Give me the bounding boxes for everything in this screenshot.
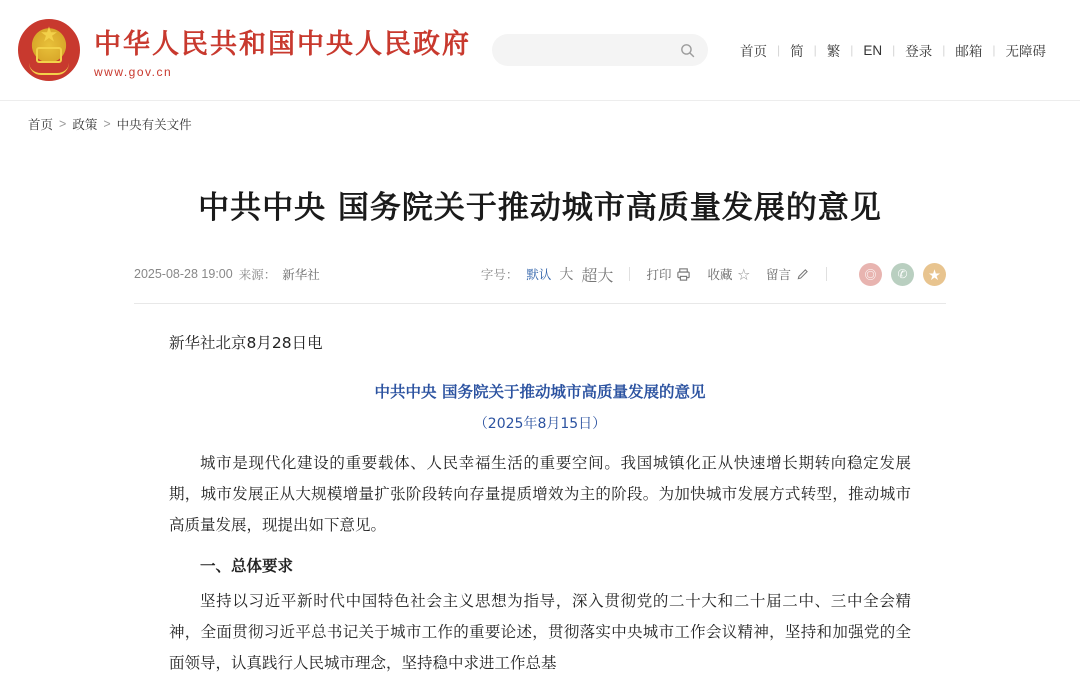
fontsize-option-extra-large[interactable]: 超大: [581, 267, 614, 285]
meta-left: [134, 265, 320, 283]
breadcrumb-separator: >: [103, 116, 111, 131]
divider: [629, 267, 630, 281]
site-title: 中华人民共和国中央人民政府: [94, 28, 471, 60]
favorite-button[interactable]: [707, 265, 750, 283]
page-title: 中共中央 国务院关于推动城市高质量发展的意见: [198, 190, 882, 226]
document-inner-date: （2025年8月15日）: [473, 415, 607, 432]
star-outline-icon: ☆: [737, 268, 750, 283]
print-button[interactable]: [646, 265, 691, 283]
fontsize-option-large[interactable]: 大: [559, 266, 574, 283]
nav-separator: |: [992, 43, 996, 57]
source-name: 新华社: [282, 268, 320, 283]
nav-item-mail[interactable]: 邮箱: [955, 44, 983, 59]
fontsize-control: [481, 263, 614, 286]
header-right: [492, 34, 1056, 66]
article-metabar: [134, 260, 946, 304]
section-heading: 一、总体要求: [200, 556, 294, 575]
divider: [826, 267, 827, 281]
nav-separator: |: [776, 43, 781, 57]
comment-label: 留言: [765, 268, 791, 283]
search-input[interactable]: [504, 42, 679, 59]
nav-item-english[interactable]: EN: [863, 42, 883, 58]
nav-separator: |: [813, 43, 817, 57]
fontsize-label: 字号：: [480, 268, 519, 283]
search-box[interactable]: [492, 34, 708, 66]
paragraph: 城市是现代化建设的重要载体、人民幸福生活的重要空间。我国城镇化正从快速增长期转向稳定发展期，城市发展正从大规模增量扩张阶段转向存量提质增效为主的阶段。为加快城市发展方式转型，推动城市高质量发展，现提出如下意见。: [169, 453, 911, 534]
document-inner-title: 中共中央 国务院关于推动城市高质量发展的意见: [374, 382, 706, 401]
nav-separator: |: [850, 43, 854, 57]
nav-item-accessibility[interactable]: 无障碍: [1005, 44, 1046, 59]
article-body: [169, 304, 911, 679]
breadcrumb-item-central-documents[interactable]: 中央有关文件: [116, 117, 192, 132]
site-header: [0, 0, 1080, 100]
breadcrumb: [0, 100, 1080, 146]
nav-item-home[interactable]: 首页: [739, 44, 767, 59]
breadcrumb-item-home[interactable]: 首页: [28, 117, 54, 132]
nav-item-simplified[interactable]: 简: [790, 44, 804, 59]
paragraph: 坚持以习近平新时代中国特色社会主义思想为指导，深入贯彻党的二十大和二十届二中、三中全会精神，全面贯彻习近平总书记关于城市工作的重要论述，贯彻落实中央城市工作会议精神，坚持和加强党的全面领导，认真践行人民城市理念，坚持稳中求进工作总基: [169, 591, 911, 672]
meta-right: [481, 263, 946, 286]
favorite-circle-icon[interactable]: ★: [923, 263, 946, 286]
publish-datetime: 2025-08-28 19:00: [134, 267, 233, 282]
site-brand[interactable]: [18, 19, 471, 81]
share-icons: [859, 263, 946, 286]
favorite-label: 收藏: [707, 268, 733, 283]
print-label: 打印: [646, 268, 672, 283]
comment-button[interactable]: [766, 265, 810, 283]
article: [134, 146, 946, 679]
fontsize-option-default[interactable]: 默认: [526, 268, 552, 283]
nav-separator: |: [942, 43, 946, 57]
search-icon[interactable]: [679, 42, 696, 59]
printer-icon: [676, 267, 691, 282]
header-nav: [730, 40, 1056, 60]
nav-item-login[interactable]: 登录: [905, 44, 933, 59]
dateline: 新华社北京8月28日电: [169, 333, 323, 352]
national-emblem-icon: ★: [18, 19, 80, 81]
source-label: 来源：: [238, 268, 277, 283]
site-url: www.gov.cn: [94, 64, 173, 79]
nav-item-traditional[interactable]: 繁: [826, 44, 841, 59]
pencil-icon: [796, 267, 810, 281]
breadcrumb-item-policy[interactable]: 政策: [72, 117, 98, 132]
weibo-icon[interactable]: ◎: [859, 263, 882, 286]
nav-separator: |: [892, 43, 896, 57]
breadcrumb-separator: >: [59, 116, 67, 131]
wechat-icon[interactable]: ✆: [891, 263, 914, 286]
